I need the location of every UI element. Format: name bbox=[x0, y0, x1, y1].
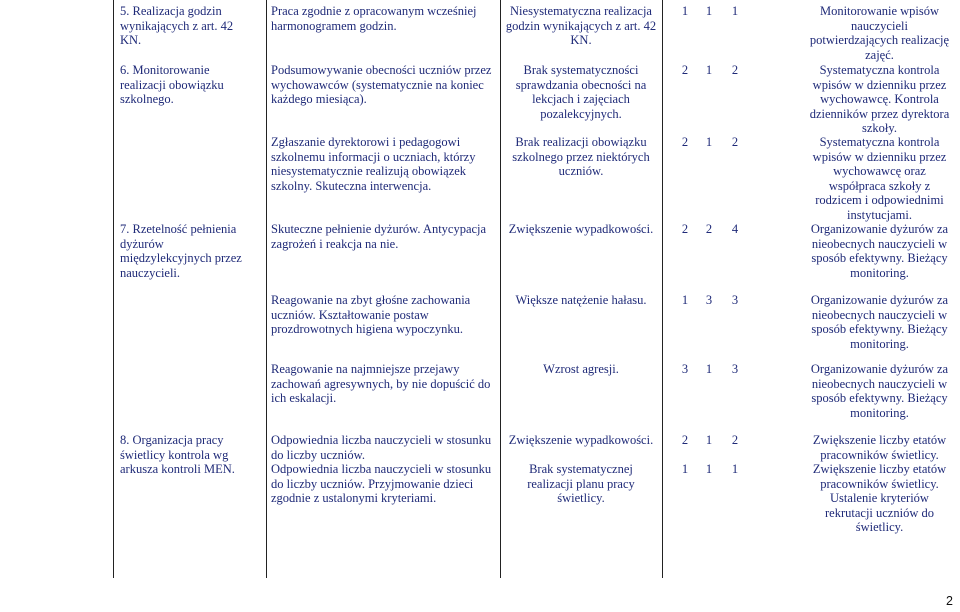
action-cell: Organizowanie dyżurów za nieobecnych nauczycieli w sposób efektywny. Bieżący monitoring. bbox=[810, 222, 949, 280]
risk-level-value: 4 bbox=[731, 222, 739, 236]
area-cell: 7. Rzetelność pełnienia dyżurów międzylekcyjnych przez nauczycieli. bbox=[120, 222, 242, 280]
task-cell: Podsumowywanie obecności uczniów przez wychowawców (systematycznie na koniec każdego miesiąca). bbox=[271, 63, 492, 107]
action-cell: Organizowanie dyżurów za nieobecnych nauczycieli w sposób efektywny. Bieżący monitoring. bbox=[810, 293, 949, 351]
task-cell: Praca zgodnie z opracowanym wcześniej harmonogramem godzin. bbox=[271, 4, 477, 33]
severity-value: 1 bbox=[705, 63, 713, 77]
risk-cell: Niesystematyczna realizacja godzin wynikających z art. 42 KN. bbox=[505, 4, 657, 48]
task-cell: Skuteczne pełnienie dyżurów. Antycypacja zagrożeń i reakcja na nie. bbox=[271, 222, 487, 251]
risk-level-value: 3 bbox=[731, 362, 739, 376]
severity-value: 3 bbox=[705, 293, 713, 307]
task-cell: Zgłaszanie dyrektorowi i pedagogowi szkolnemu informacji o uczniach, którzy niesystematycznie realizują obowiązek szkolny. Skuteczna interwencja. bbox=[271, 135, 476, 193]
area-cell: 6. Monitorowanie realizacji obowiązku szkolnego. bbox=[120, 63, 224, 107]
action-cell: Zwiększenie liczby etatów pracowników świetlicy. Ustalenie kryteriów rekrutacji uczniów do świetlicy. bbox=[812, 462, 947, 535]
column-divider bbox=[113, 0, 114, 578]
page-number: 2 bbox=[946, 594, 953, 608]
action-cell: Organizowanie dyżurów za nieobecnych nauczycieli w sposób efektywny. Bieżący monitoring. bbox=[810, 362, 949, 420]
severity-value: 1 bbox=[705, 462, 713, 476]
task-cell: Reagowanie na najmniejsze przejawy zachowań agresywnych, by nie dopuścić do ich eskalacji. bbox=[271, 362, 491, 406]
action-cell: Zwiększenie liczby etatów pracowników świetlicy. bbox=[812, 433, 947, 462]
area-cell: 5. Realizacja godzin wynikających z art. 42 KN. bbox=[120, 4, 234, 48]
probability-value: 2 bbox=[681, 433, 689, 447]
probability-value: 2 bbox=[681, 63, 689, 77]
column-divider bbox=[662, 0, 663, 578]
task-cell: Odpowiednia liczba nauczycieli w stosunku do liczby uczniów. Przyjmowanie dzieci zgodnie z ustalonymi kryteriami. bbox=[271, 462, 492, 506]
column-divider bbox=[500, 0, 501, 578]
severity-value: 1 bbox=[705, 433, 713, 447]
probability-value: 1 bbox=[681, 4, 689, 18]
risk-cell: Wzrost agresji. bbox=[543, 362, 619, 376]
risk-cell: Brak systematyczności sprawdzania obecności na lekcjach i zajęciach pozalekcyjnych. bbox=[515, 63, 647, 121]
probability-value: 3 bbox=[681, 362, 689, 376]
risk-cell: Większe natężenie hałasu. bbox=[515, 293, 647, 307]
risk-level-value: 2 bbox=[731, 63, 739, 77]
risk-cell: Brak systematycznej realizacji planu pracy świetlicy. bbox=[527, 462, 635, 506]
risk-level-value: 1 bbox=[731, 4, 739, 18]
probability-value: 1 bbox=[681, 293, 689, 307]
risk-cell: Zwiększenie wypadkowości. bbox=[508, 222, 654, 236]
risk-level-value: 1 bbox=[731, 462, 739, 476]
probability-value: 2 bbox=[681, 135, 689, 149]
severity-value: 1 bbox=[705, 362, 713, 376]
action-cell: Monitorowanie wpisów nauczycieli potwierdzających realizację zajęć. bbox=[809, 4, 950, 62]
action-cell: Systematyczna kontrola wpisów w dzienniku przez wychowawcę. Kontrola dzienników przez dyrektora szkoły. bbox=[809, 63, 950, 136]
task-cell: Odpowiednia liczba nauczycieli w stosunku do liczby uczniów. bbox=[271, 433, 492, 462]
risk-cell: Brak realizacji obowiązku szkolnego przez niektórych uczniów. bbox=[512, 135, 650, 179]
probability-value: 1 bbox=[681, 462, 689, 476]
probability-value: 2 bbox=[681, 222, 689, 236]
risk-level-value: 2 bbox=[731, 135, 739, 149]
task-cell: Reagowanie na zbyt głośne zachowania uczniów. Kształtowanie postaw prozdrowotnych higiena wypoczynku. bbox=[271, 293, 471, 337]
severity-value: 1 bbox=[705, 4, 713, 18]
risk-level-value: 2 bbox=[731, 433, 739, 447]
action-cell: Systematyczna kontrola wpisów w dzienniku przez wychowawcę oraz współpraca szkoły z rodzicem i odpowiednimi instytucjami. bbox=[812, 135, 947, 222]
severity-value: 2 bbox=[705, 222, 713, 236]
risk-cell: Zwiększenie wypadkowości. bbox=[508, 433, 654, 447]
area-cell: 8. Organizacja pracy świetlicy kontrola wg arkusza kontroli MEN. bbox=[120, 433, 235, 477]
risk-level-value: 3 bbox=[731, 293, 739, 307]
column-divider bbox=[266, 0, 267, 578]
severity-value: 1 bbox=[705, 135, 713, 149]
